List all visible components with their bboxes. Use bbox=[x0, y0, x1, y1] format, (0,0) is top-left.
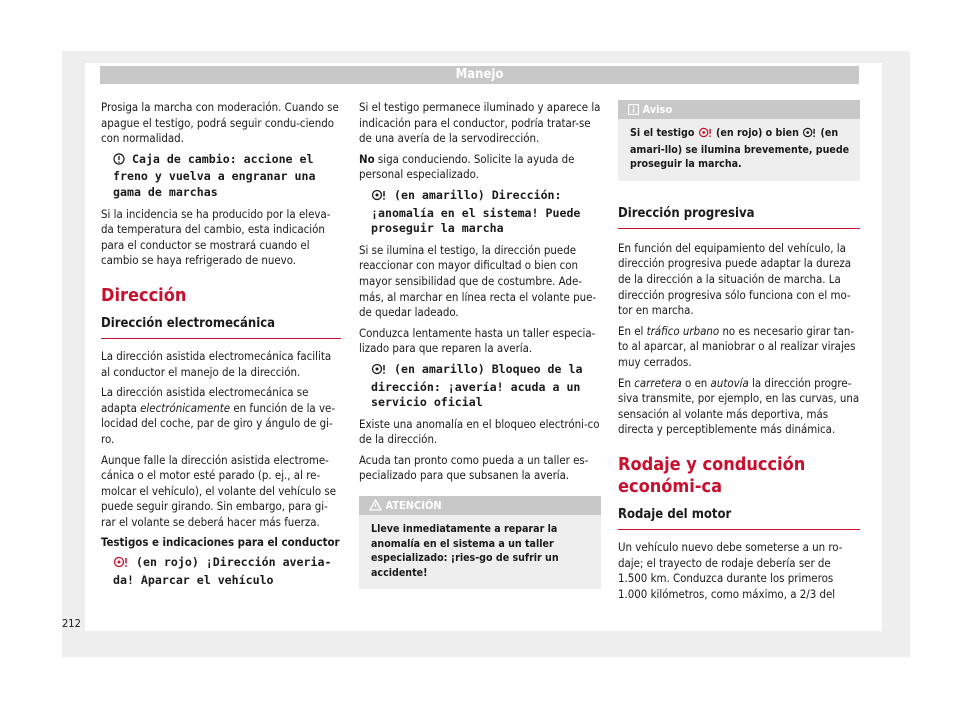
chapter-title: Dirección bbox=[101, 284, 187, 306]
text: (en rojo) o bien bbox=[712, 127, 803, 139]
text: En bbox=[618, 375, 635, 390]
text: la dirección progre-siva transmite, por ejemplo, en las curvas, una sensación al volante más deportiva, más directa y perceptiblemente más dinámica. bbox=[618, 375, 860, 437]
note-box-header bbox=[618, 100, 860, 119]
paragraph bbox=[359, 152, 601, 183]
column-1 bbox=[101, 100, 341, 594]
text: en función de la ve-locidad del coche, par de giro y ángulo de gi-ro. bbox=[101, 400, 336, 446]
steering-warning-icon bbox=[802, 127, 817, 143]
indicator-text: (en amarillo) Dirección: ¡anomalía en el sistema! Puede proseguir la marcha bbox=[371, 187, 581, 236]
warning-box-header bbox=[359, 496, 601, 515]
emphasis: tráfico urbano bbox=[646, 323, 720, 338]
paragraph: Un vehículo nuevo debe someterse a un ro-daje; el trayecto de rodaje debería ser de 1.500 km. Conduzca durante los primeros 1.000 kilómetros, como máximo, a 2/3 del bbox=[618, 539, 843, 601]
note-label: Aviso bbox=[642, 103, 673, 116]
warning-triangle-icon bbox=[369, 498, 382, 517]
steering-warning-icon bbox=[371, 363, 387, 380]
text: siga conduciendo. Solicite la ayuda de personal especializado. bbox=[359, 151, 575, 182]
clock-warning-icon bbox=[113, 153, 125, 170]
warning-box bbox=[359, 496, 601, 589]
warning-label: ATENCIÓN bbox=[385, 499, 442, 513]
subheading: Testigos e indicaciones para el conductor bbox=[101, 535, 340, 550]
steering-warning-icon bbox=[371, 189, 387, 206]
paragraph: Si el testigo permanece iluminado y aparece la indicación para el conductor, podría tratar-se de una avería de la servodirección. bbox=[359, 100, 601, 146]
info-icon bbox=[628, 102, 639, 121]
emphasis: autovía bbox=[710, 375, 749, 390]
column-3 bbox=[618, 100, 860, 607]
indicator-steering-yellow bbox=[359, 188, 601, 237]
paragraph: En función del equipamiento del vehículo, la dirección progresiva puede adaptar la dureza de la dirección a la situación de marcha. La dirección progresiva sólo funciona con el mo-tor en marcha. bbox=[618, 240, 852, 318]
indicator-steering-red bbox=[101, 555, 341, 588]
bold-text: No bbox=[359, 151, 375, 166]
emphasis: electrónicamente bbox=[140, 400, 231, 415]
section-title: Dirección progresiva bbox=[618, 205, 860, 229]
text: no es necesario girar tan-to al aparcar, al maniobrar o al realizar virajes muy cerrados. bbox=[618, 323, 856, 369]
text: o en bbox=[681, 375, 711, 390]
indicator-gearbox bbox=[101, 152, 341, 201]
indicator-text: (en amarillo) Bloqueo de la dirección: ¡avería! acuda a un servicio oficial bbox=[371, 361, 583, 410]
column-2 bbox=[359, 100, 601, 599]
paragraph: Prosiga la marcha con moderación. Cuando se apague el testigo, podrá seguir condu-ciendo con normalidad. bbox=[101, 100, 339, 146]
text: Si el testigo bbox=[630, 127, 698, 139]
indicator-text: (en rojo) ¡Dirección averia-da! Aparcar el vehículo bbox=[113, 555, 332, 587]
indicator-text: Caja de cambio: accione el freno y vuelva a engranar una gama de marchas bbox=[113, 151, 316, 199]
chapter-title: Rodaje y conducción económi-ca bbox=[618, 453, 806, 497]
note-box bbox=[618, 100, 860, 181]
paragraph bbox=[101, 385, 341, 447]
note-body bbox=[618, 119, 860, 181]
paragraph bbox=[618, 324, 860, 371]
indicator-steering-lock bbox=[359, 362, 601, 411]
page-number: 212 bbox=[62, 617, 81, 630]
paragraph: La dirección asistida electromecánica facilita al conductor el manejo de la dirección. bbox=[101, 348, 332, 379]
paragraph: Existe una anomalía en el bloqueo electróni-co de la dirección. bbox=[359, 416, 600, 447]
steering-warning-icon bbox=[113, 556, 129, 573]
paragraph: Si la incidencia se ha producido por la eleva-da temperatura del cambio, esta indicación para el conductor se mostrará cuando el cambio se haya refrigerado de nuevo. bbox=[101, 206, 331, 268]
paragraph: Si se ilumina el testigo, la dirección puede reaccionar con mayor dificultad o bien con mayor sensibilidad que de costumbre. Ade-más, al marchar en línea recta el volante pue-de quedar ladeado. bbox=[359, 242, 597, 320]
paragraph bbox=[618, 376, 860, 438]
emphasis: carretera bbox=[634, 375, 682, 390]
text: La dirección asistida electromecánica se adapta bbox=[101, 385, 309, 415]
section-header: Manejo bbox=[100, 66, 859, 84]
section-title: Rodaje del motor bbox=[618, 506, 860, 530]
steering-warning-icon bbox=[698, 127, 713, 143]
text: (en amari-llo) se ilumina brevemente, puede proseguir la marcha. bbox=[630, 127, 850, 171]
paragraph: Acuda tan pronto como pueda a un taller es-pecializado para que subsanen la avería. bbox=[359, 452, 589, 483]
paragraph: Conduzca lentamente hasta un taller especia-lizado para que reparen la avería. bbox=[359, 325, 596, 356]
paragraph: Aunque falle la dirección asistida electrome-cánica o el motor esté parado (p. ej., al re-molcar el vehículo), el volante del vehículo se puede seguir girando. Sin embargo, para gi-rar el volante se deberá hacer más fuerza. bbox=[101, 452, 337, 529]
section-title: Dirección electromecánica bbox=[101, 315, 341, 339]
text: En el bbox=[618, 323, 647, 338]
warning-body: Lleve inmediatamente a reparar la anomalía en el sistema a un taller especializado: ¡ries-go de sufrir un accidente! bbox=[371, 523, 559, 579]
